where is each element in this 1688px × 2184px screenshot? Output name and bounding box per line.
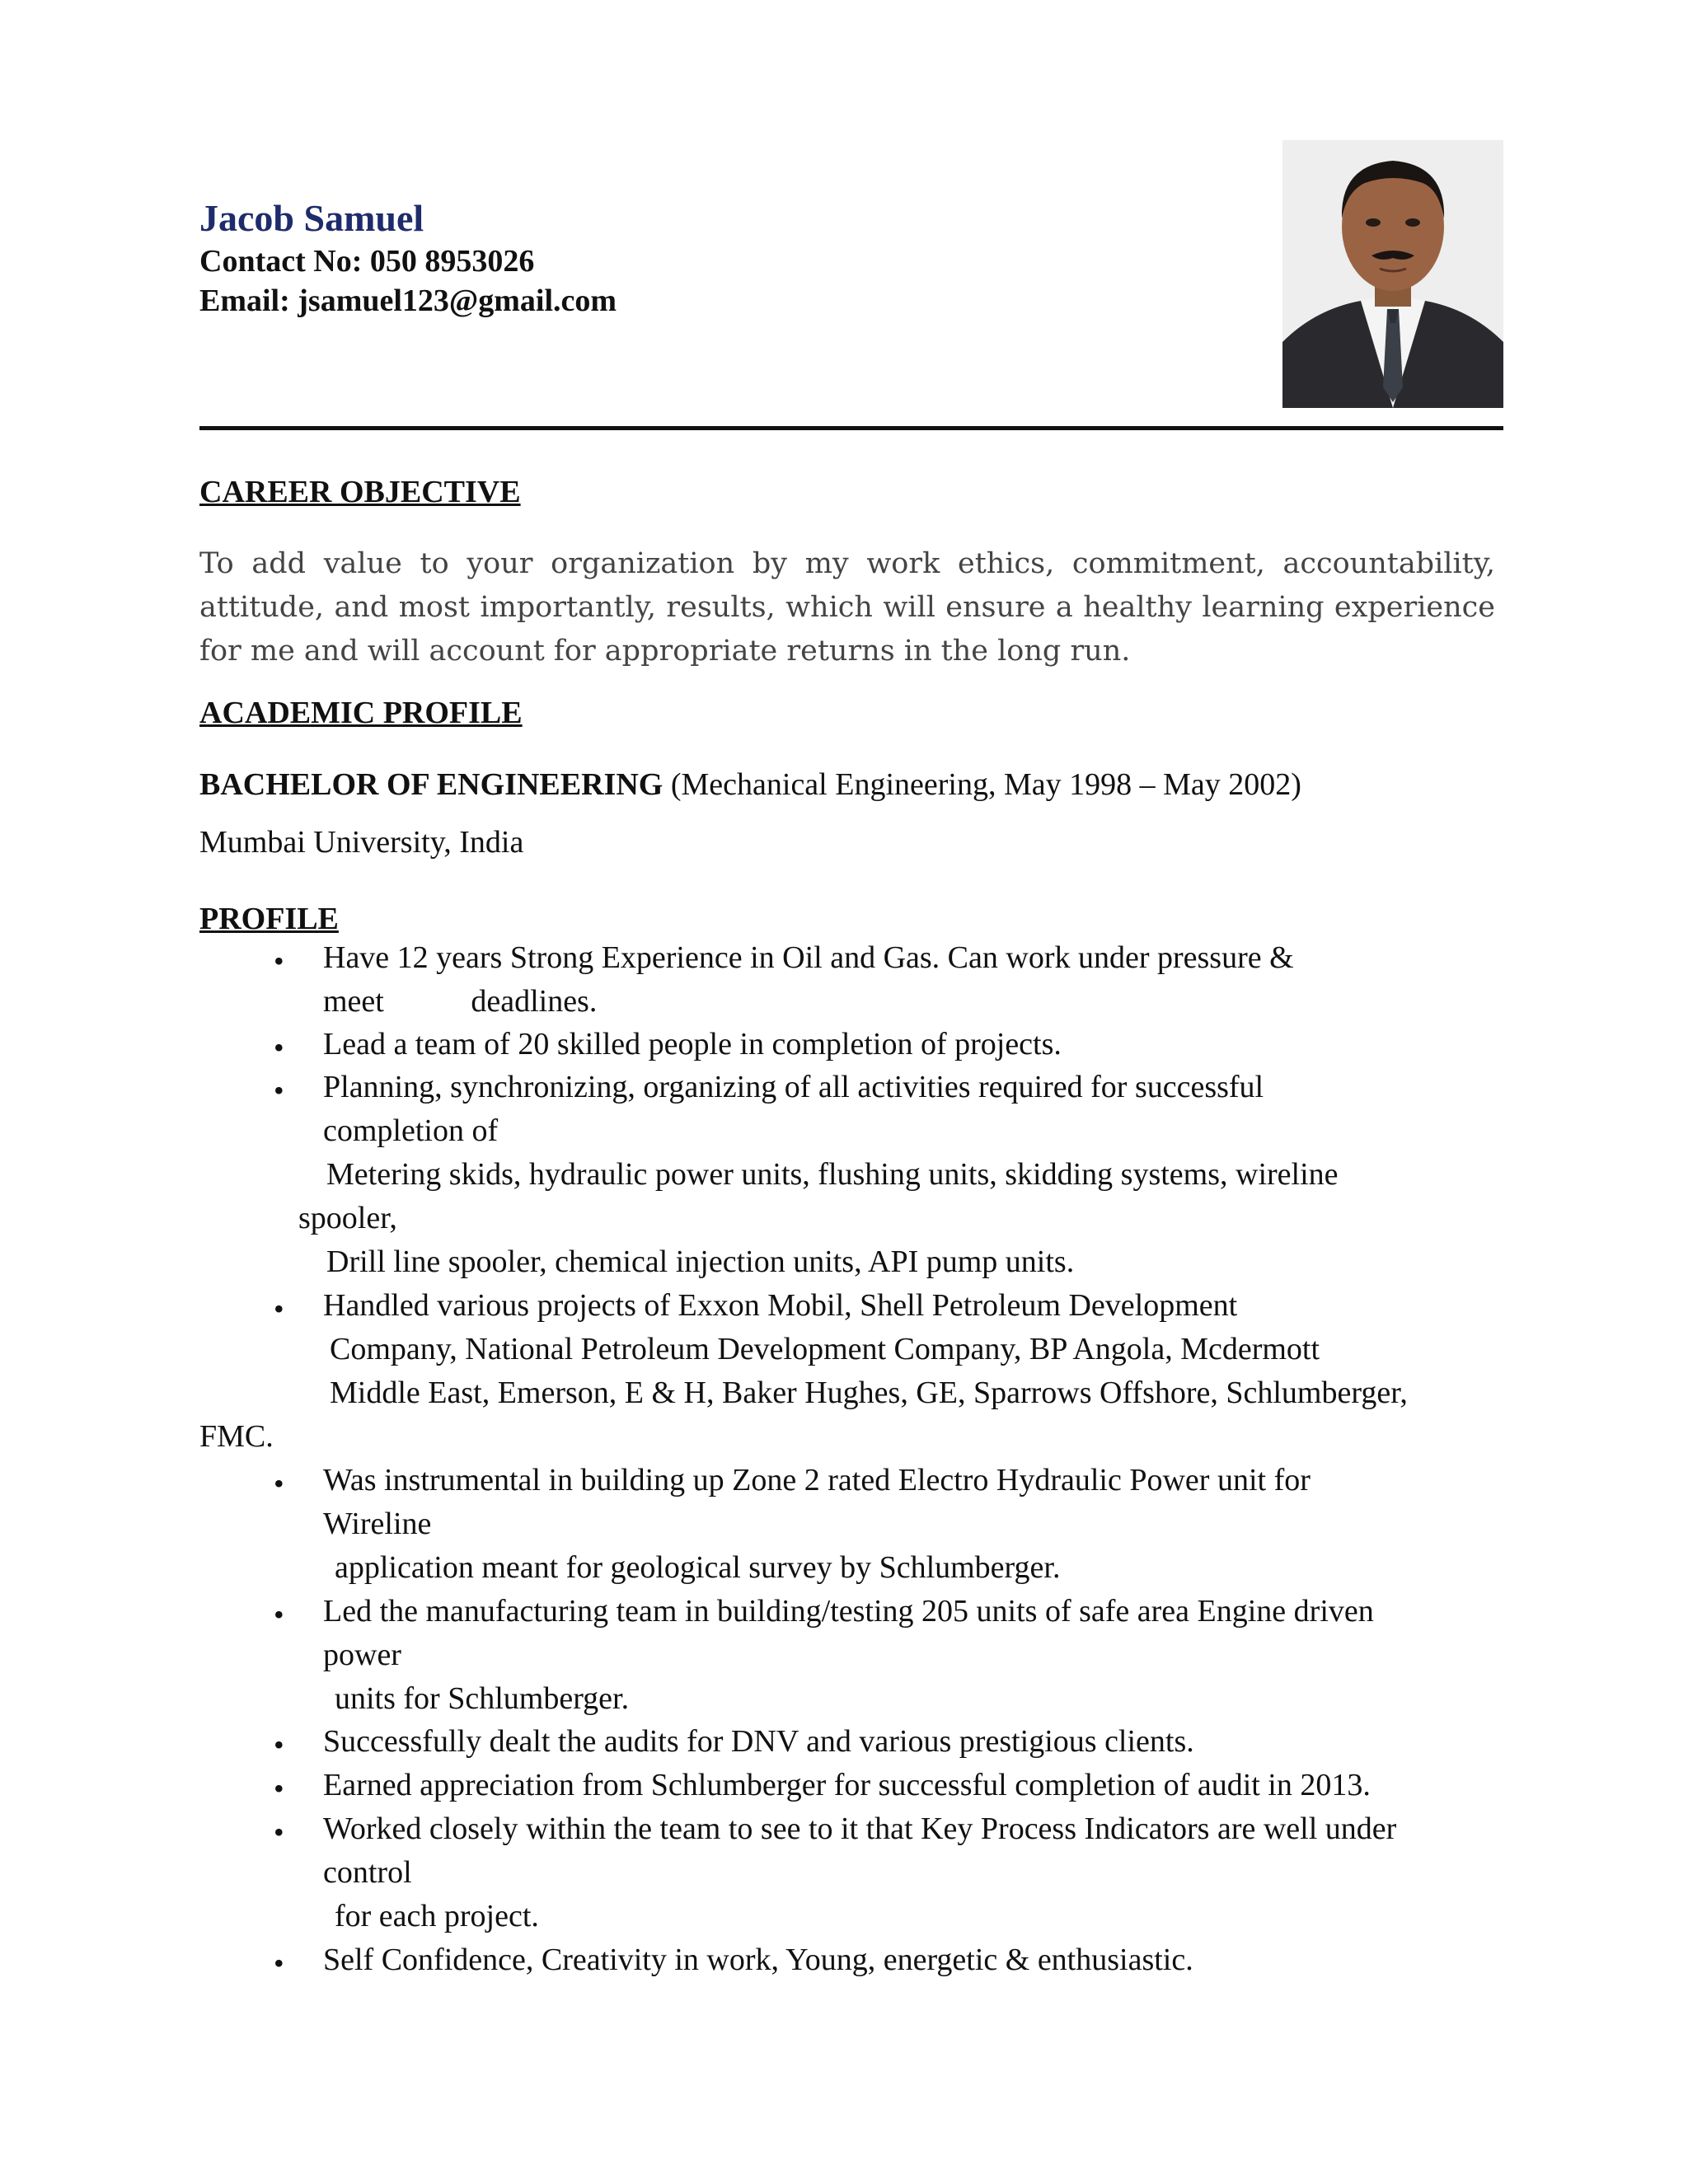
academic-profile-heading: ACADEMIC PROFILE [199,696,523,730]
profile-line: application meant for geological survey by Schlumberger. [335,1550,1061,1585]
bullet-marker: • [274,1467,284,1500]
profile-line: Middle East, Emerson, E & H, Baker Hughes, GE, Sparrows Offshore, Schlumberger, [330,1376,1408,1410]
profile-line: control [323,1855,412,1890]
degree-line [199,766,1301,803]
university-name: Mumbai University, India [199,825,524,860]
profile-line: completion of [323,1113,499,1148]
profile-line: for each project. [335,1899,539,1933]
bullet-marker: • [274,1292,284,1325]
bullet-marker: • [274,1947,284,1980]
profile-line: Lead a team of 20 skilled people in completion of projects. [323,1027,1062,1062]
degree-detail: (Mechanical Engineering, May 1998 – May 2002) [670,767,1301,802]
profile-line: Led the manufacturing team in building/testing 205 units of safe area Engine driven [323,1594,1374,1629]
profile-line: Handled various projects of Exxon Mobil, Shell Petroleum Development [323,1288,1238,1323]
profile-line: Self Confidence, Creativity in work, Young, energetic & enthusiastic. [323,1943,1193,1977]
bullet-marker: • [274,1728,284,1761]
profile-photo [1282,140,1503,408]
career-objective-heading: CAREER OBJECTIVE [199,475,521,509]
profile-line: Wireline [323,1507,432,1541]
profile-line: meet deadlines. [323,984,598,1019]
profile-line: Planning, synchronizing, organizing of all activities required for successful [323,1070,1264,1104]
bullet-marker: • [274,1031,284,1064]
bullet-marker: • [274,1074,284,1107]
career-objective-text: To add value to your organization by my work ethics, commitment, accountability, attitude, and most importantly, results, which will ensure a healthy learning experience for me and will account for appropriate returns in the long run. [199,547,1495,668]
profile-line: Was instrumental in building up Zone 2 rated Electro Hydraulic Power unit for [323,1463,1311,1497]
profile-line: Successfully dealt the audits for DNV and various prestigious clients. [323,1724,1194,1759]
profile-heading: PROFILE [199,902,339,936]
bullet-marker: • [274,1772,284,1805]
profile-line: units for Schlumberger. [335,1681,630,1716]
bullet-marker: • [274,1598,284,1631]
profile-line: Company, National Petroleum Development Company, BP Angola, Mcdermott [330,1332,1320,1366]
header-divider [199,426,1503,430]
profile-line: power [323,1638,401,1672]
bullet-marker: • [274,1816,284,1849]
email-address: Email: jsamuel123@gmail.com [199,284,617,318]
profile-line: spooler, [298,1201,397,1235]
candidate-name: Jacob Samuel [199,197,424,239]
profile-line: FMC. [199,1419,274,1454]
degree-title: BACHELOR OF ENGINEERING [199,767,663,802]
bullet-marker: • [274,944,284,977]
profile-line: Worked closely within the team to see to it that Key Process Indicators are well under [323,1811,1397,1846]
profile-line: Drill line spooler, chemical injection units, API pump units. [326,1244,1075,1279]
profile-line: Earned appreciation from Schlumberger for successful completion of audit in 2013. [323,1768,1371,1802]
profile-line: Metering skids, hydraulic power units, flushing units, skidding systems, wireline [326,1157,1339,1192]
contact-number: Contact No: 050 8953026 [199,244,535,279]
profile-line: Have 12 years Strong Experience in Oil and Gas. Can work under pressure & [323,940,1294,975]
